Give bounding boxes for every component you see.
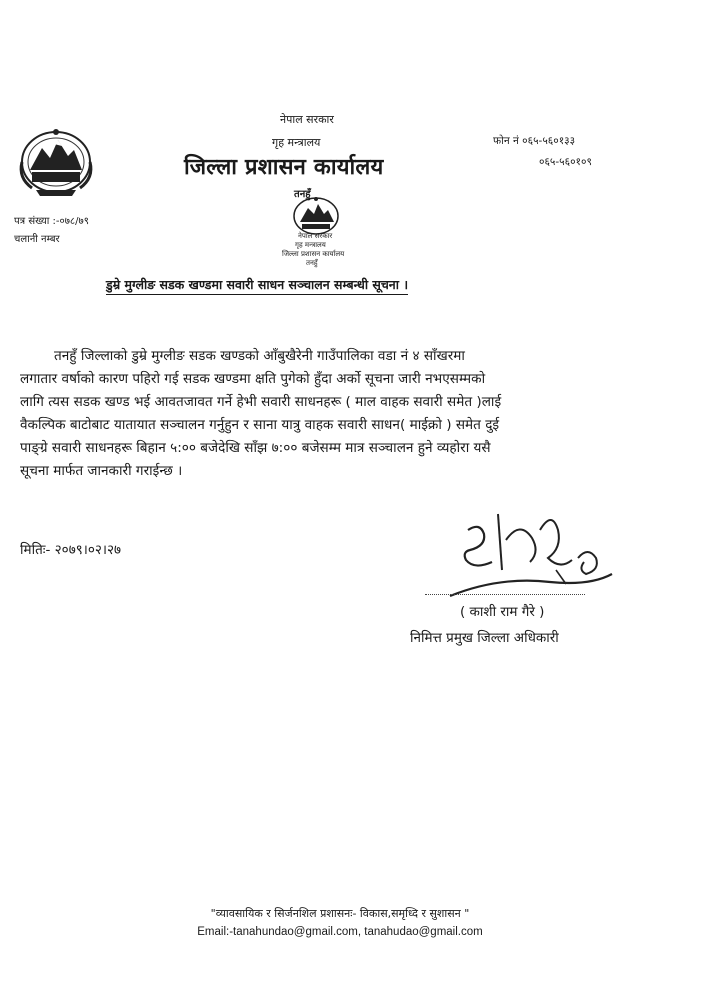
phone-numbers: [493, 134, 592, 176]
phone-2: ०६५-५६०१०९: [539, 156, 592, 168]
body-line: वैकल्पिक बाटोबाट यातायात सञ्चालन गर्नुहुन र साना यात्रु वाहक सवारी साधन( माईक्रो ) समेत दुई: [20, 417, 500, 433]
signatory-title: निमित्त प्रमुख जिल्ला अधिकारी: [410, 630, 559, 646]
body-line: पाङ्ग्रे सवारी साधनहरू बिहान ५:०० बजेदेखि साँझ ७:०० बजेसम्म मात्र सञ्चालन हुने व्यहोरा यसै: [20, 440, 491, 456]
handwritten-signature: [440, 500, 620, 605]
dispatch-number: चलानी नम्बर: [14, 234, 60, 245]
stamp-line-4: तनहुँ: [306, 259, 318, 267]
notice-body: [20, 345, 700, 483]
notice-date: मितिः- २०७९।०२।२७: [20, 542, 122, 558]
letter-number: पत्र संख्या :-०७८/७९: [14, 216, 89, 227]
signature-line: [425, 594, 585, 595]
phone-1: फोन नं ०६५-५६०१३३: [493, 135, 576, 147]
office-title: जिल्ला प्रशासन कार्यालय: [184, 155, 384, 180]
signatory-name: ( काशी राम गैरे ): [460, 604, 545, 620]
footer-slogan: "व्यावसायिक र सिर्जनशिल प्रशासनः- विकास,समृध्दि र सुशासन ": [210, 907, 470, 920]
stamp-line-3: जिल्ला प्रशासन कार्यालय: [282, 250, 345, 258]
stamp-line-1: नेपाल सरकार: [298, 232, 333, 240]
stamp-line-2: गृह मन्त्रालय: [295, 241, 326, 249]
body-line: सूचना मार्फत जानकारी गराईन्छ ।: [20, 463, 183, 479]
body-line: लागि त्यस सडक खण्ड भई आवतजावत गर्ने हेभी सवारी साधनहरू ( माल वाहक सवारी समेत )लाई: [20, 394, 502, 410]
office-stamp: [268, 186, 364, 270]
footer-email: Email:-tanahundao@gmail.com, tanahudao@gmail.com: [197, 926, 483, 938]
country-name: नेपाल सरकार: [280, 113, 334, 126]
nepal-government-emblem: [14, 122, 98, 200]
stamp-district: तनहुँ: [294, 189, 311, 200]
notice-subject: डुम्रे मुग्लीङ सडक खण्डमा सवारी साधन सञ्चालन सम्बन्धी सूचना ।: [106, 276, 408, 295]
body-line: तनहुँ जिल्लाको डुम्रे मुग्लीङ सडक खण्डको आँबुखैरेनी गाउँपालिका वडा नं ४ साँखरमा: [54, 348, 465, 364]
ministry-name: गृह मन्त्रालय: [272, 136, 321, 149]
body-line: लगातार वर्षाको कारण पहिरो गई सडक खण्डमा क्षति पुगेको हुँदा अर्को सूचना जारी नभएसम्मको: [20, 371, 486, 387]
